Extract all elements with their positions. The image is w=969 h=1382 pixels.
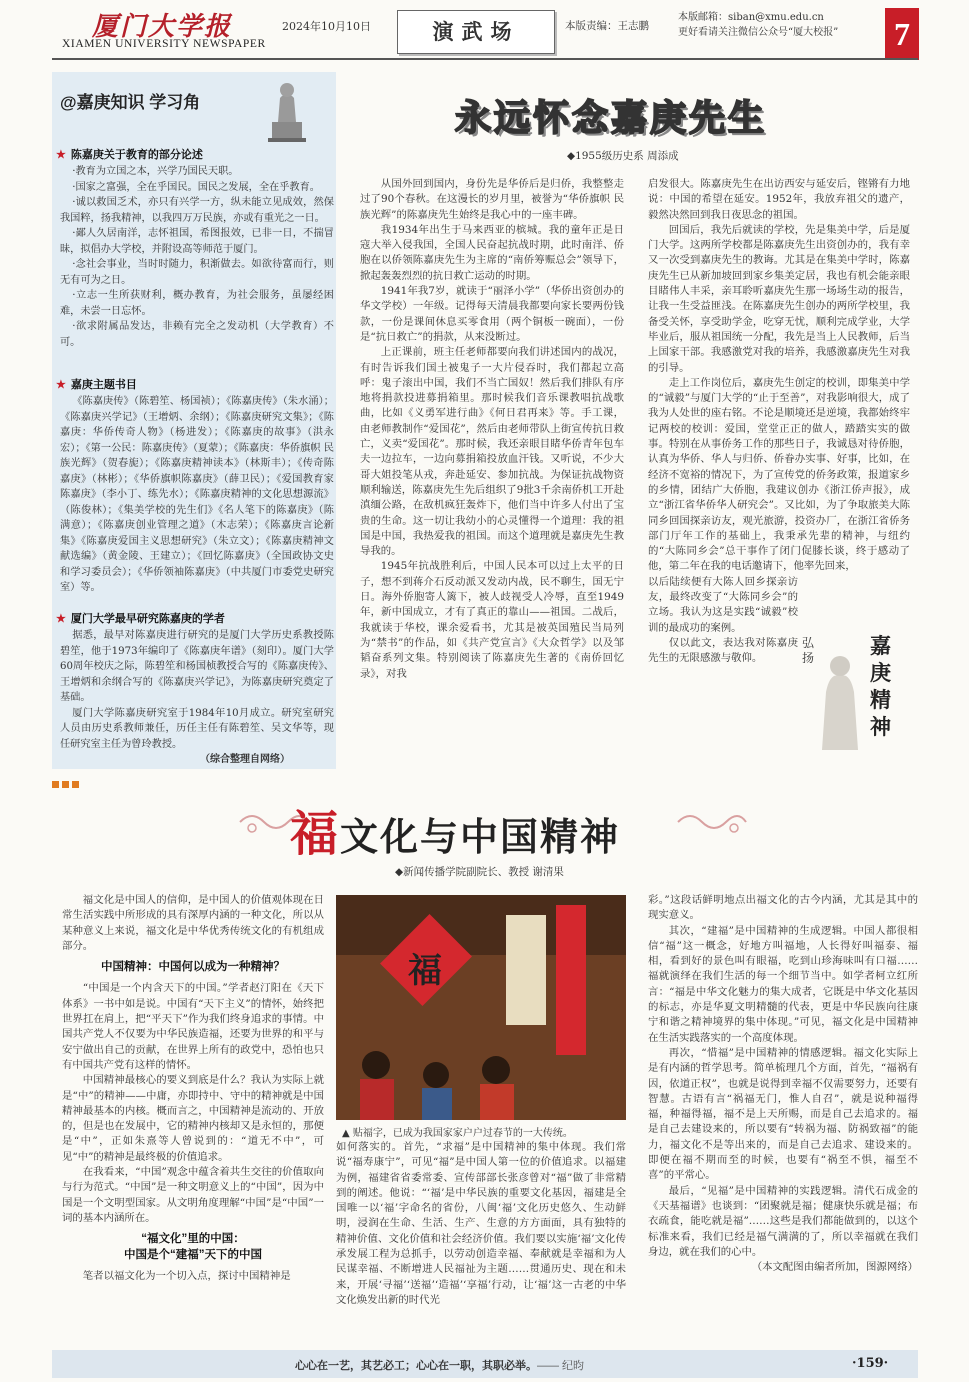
a1-para: 上正课前，班主任老师都要向我们讲述国内的战况，有时告诉我们国土被鬼子一大片侵吞时，我们都起立高呼：鬼子滚出中国，我们不当亡国奴！然后我们排队有序地将捐款投进募捐箱里。那时候我们音乐课教唱抗战歌曲，比如《义勇军进行曲》《何日君再来》等。手工课，由老师教制作“爱国花”，然后由老师带队上街宣传抗日救亡，义卖“爱国花”。那时候，我还亲眼目睹华侨青年包车夫一边拉车，一边向募捐箱投放血汗钱。又听说，不少大哥大姐投笔从戎，奔赴延安、参加抗战。为保证抗战物资顺利输送，陈嘉庚先生先后组织了9批3千余南侨机工开赴滇缅公路，在敌机疯狂轰炸下，他们当中许多人付出了宝贵的生命。这一切让我幼小的心灵懂得一个道理：我的祖国是中国，我热爱我的祖国。而这个道理就是嘉庚先生教导我的。 [360, 346, 624, 558]
spring-festival-photo [336, 895, 626, 1120]
photo-caption: ▲ 贴福字，已成为我国家家户户过春节的一大传统。 [342, 1128, 573, 1139]
sec3-para-1: 据悉，最早对陈嘉庚进行研究的是厦门大学历史系教授陈碧笙，他于1973年编印了《陈嘉庚年谱》（刻印）。厦门大学60周年校庆之际，陈碧笙和杨国桢教授合写的《陈嘉庚传》、王增炳和余纲合写的《陈嘉庚兴学记》，为陈嘉庚研究奠定了基础。 [60, 630, 334, 703]
footer-quote [295, 1357, 584, 1373]
a2-para: 其次，“建福”是中国精神的生成逻辑。中国人都很相信“福”这一概念，好地方叫福地，人长得好叫福泰、福相，看到好的景色叫有眼福，吃到山珍海味叫有口福……福就演绎在我们生活的每一个细节当中。如学者柯立红所言：“福是中华文化魅力的集大成者，它既是中华文化基因的标志，亦是华夏文明精髓的代表，更是中华民族向往康宁和谐之精神境界的集中体现。”可见，福文化是中国精神在生活实践落实的一个高度体现。 [648, 924, 918, 1044]
article1-byline: ◆1955级历史系 周添成 [567, 150, 679, 162]
page-number: 7 [885, 8, 919, 60]
quote-6: ·立志一生所获财利，概办教育，为社会服务，虽屡经困难，未尝一日忘怀。 [60, 290, 334, 317]
spirit-label: 弘扬 [802, 636, 815, 665]
article2-title [290, 795, 620, 864]
knowledge-title: @嘉庚知识 学习角 [60, 93, 201, 112]
a1-para: 回国后，我先后就读的学校，先是集美中学，后是厦门大学。这两所学校都是陈嘉庚先生出资创办的，我有幸又一次受到嘉庚先生的教诲。尤其是在集美中学时，陈嘉庚先生已从新加坡回到家乡集美定居，我也有机会能亲眼目睹伟人丰采，亲耳聆听嘉庚先生那一场场生动的报告，让我一生受益匪浅。在陈嘉庚先生创办的两所学校里，我备受关怀，享受助学金，吃穿无忧，顺利完成学业，大学毕业后，服从祖国统一分配，我先是当上人民教师，后当上国家干部。我感激党对我的培养，我感激嘉庚先生对我的引导。 [648, 223, 910, 374]
article2-column-2 [336, 1140, 626, 1308]
editor-credit: 本版责编：王志鹏 [565, 20, 649, 32]
cloud-ornament-icon [676, 808, 748, 836]
sec3-para-2: 厦门大学陈嘉庚研究室于1984年10月成立。研究室研究人员由历史系教师兼任，历任主任有陈碧笙、吴文华等，现任研究室主任为曾玲教授。 [60, 707, 334, 750]
quote-7: ·欲求附属品发达，非赖有完全之发动机（大学教育）不可。 [60, 321, 334, 348]
section-divider [52, 778, 82, 791]
a2-para: 笔者以福文化为一个切入点，探讨中国精神是 [82, 1269, 291, 1282]
sec2-heading [56, 376, 137, 392]
statue-silhouette-icon [800, 632, 912, 750]
star-icon: ★ [56, 149, 66, 161]
a2-intro: 福文化是中国人的信仰，是中国人的价值观体现在日常生活实践中所形成的具有深厚内涵的一种文化，所以从某种意义上来说，福文化是中华优秀传统文化的有机组成部分。 [62, 894, 324, 952]
a2-para: 中国精神最核心的要义到底是什么？我认为实际上就是“中”的精神——中庸，亦即持中、守中的精神就是中国精神最基本的内核。概而言之，中国精神是流动的、开放的，但是也在发展中，它的精神内核却又是永恒的，那便是“中”，正如朱熹等人曾说到的：“道无不中”，可见“中”的精神是最终极的价值追求。 [62, 1074, 324, 1163]
sec1-body [60, 164, 334, 350]
booklist: 《陈嘉庚传》（陈碧笙、杨国祯）；《陈嘉庚传》（朱水涌）；《陈嘉庚兴学记》（王增炳、余纲）；《陈嘉庚研究文集》；《陈嘉庚：华侨传奇人物》（杨进发）；《陈嘉庚的故事》（洪永宏）；《第一公民：陈嘉庚传》（夏蒙）；《陈嘉庚：华侨旗帜 民族光辉》（贺春旎）；《陈嘉庚精神读本》（林斯丰）；《传奇陈嘉庚》（林彬）；《华侨旗帜陈嘉庚》（薛卫民）；《爱国教育家陈嘉庚》（李小丁、练先水）；《陈嘉庚精神的文化思想源流》（陈俊林）；《集美学校的先生们》《名人笔下的陈嘉庚》（陈满意）；《陈嘉庚创业管理之道》（木志荣）；《陈嘉庚言论新集》《陈嘉庚爱国主义思想研究》（朱立文）；《陈嘉庚精神文献选编》（黄金陵、王建立）；《回忆陈嘉庚》（全国政协文史和学习委员会）；《华侨领袖陈嘉庚》（中共厦门市委党史研究室）等。 [60, 396, 334, 593]
article1-column-2 [648, 177, 910, 667]
a1-para: 1941年我7岁，就读于“丽泽小学”（华侨出资创办的华文学校）一年级。记得每天清晨我都要向家长要两份钱款，一份是课间休息买零食用（两个铜板一碗面），一份是“抗日救亡”的捐款，从来没断过。 [360, 285, 624, 343]
a2-para: 在我看来，“中国”观念中蕴含着共生交往的价值取向与行为范式。“中国”是一种文明意义上的“中国”，因为中国是一个文明型国家。从文明角度理解“中国”是“中国”一词的基本内涵所在。 [62, 1166, 324, 1224]
a2-subhead-3: 中国是个“建福”天下的中国 [124, 1248, 262, 1261]
a1-para: 以后陆续便有大陈人回乡探亲访友，最终改变了“大陈同乡会”的立场。我认为这是实践“诚毅”校训的最成功的案例。 [648, 575, 798, 634]
a1-para: 我1934年出生于马来西亚的槟城。我的童年正是日寇大举入侵我国，全国人民奋起抗战时期，此时南洋、侨胞在以侨领陈嘉庚先生为主席的“南侨筹赈总会”领导下，掀起轰轰烈烈的抗日救亡运动的时期。 [360, 223, 624, 282]
sec3-body [60, 628, 334, 752]
photo-fu-char: 福 [408, 951, 442, 991]
article2-column-1 [62, 893, 324, 1284]
sec3-title: 厦门大学最早研究陈嘉庚的学者 [70, 613, 225, 625]
a2-para: 彩。”这段话鲜明地点出福文化的古今内涵，尤其是其中的现实意义。 [648, 894, 918, 922]
contact-info [678, 10, 838, 40]
a1-para: 仅以此文，表达我对陈嘉庚先生的无限感激与敬仰。 [648, 636, 798, 665]
a2-para: 如何落实的。首先，“求福”是中国精神的集中体现。我们常说“福寿康宁”，可见“福”是中国人第一位的价值追求。以福建为例，福建省省委常委、宣传部部长张彦曾对“福”做了非常精到的阐述。他说：“‘福’是中华民族的重要文化基因，福建是全国唯一以‘福’字命名的省份，八闽‘福’文化历史悠久、生动鲜明，浸润在生命、生活、生产、生意的方方面面，具有独特的精神价值、文化价值和社会经济价值。我们要以实施‘福’文化传承发展工程为总抓手，以劳动创造幸福、奉献就是幸福和为人民谋幸福、不断增进人民福祉为主题……贯通历史、现在和未来，开展‘寻福’‘送福’‘造福’‘享福’行动，让‘福’这一古老的中华文化焕发出新的时代光 [336, 1141, 626, 1306]
star-icon: ★ [56, 379, 66, 391]
photo-illustration [336, 895, 626, 1120]
spirit-badge [800, 632, 912, 750]
masthead-english: XIAMEN UNIVERSITY NEWSPAPER [62, 38, 266, 50]
a2-para: 最后，“见福”是中国精神的实践逻辑。清代石成金的《天基福谱》也谈到：“团聚就是福；健康快乐就是福；布衣疏食，能吃就是福”……这些是我们都能做到的，以这个标准来看，我们已经是福气满满的了，所以幸福就在我们身边，就在我们的心中。 [648, 1184, 918, 1258]
a2-subhead-2: “福文化”里的中国： [141, 1233, 245, 1246]
a1-para: 从国外回到国内，身份先是华侨后是归侨，我整整走过了90个春秋。在这漫长的岁月里，被誉为“华侨旗帜 民族光辉”的陈嘉庚先生始终是我心中的一座丰碑。 [360, 178, 624, 221]
source-note: （综合整理自网络） [200, 754, 290, 765]
sec1-heading [56, 146, 203, 162]
quote-1: ·教育为立国之本，兴学乃国民天职。 [72, 166, 239, 177]
article2-column-3 [648, 893, 918, 1275]
quote-4: ·鄙人久居南洋，志怀祖国，希图报效，已非一日，不揣冒昧，拟倡办大学校，并附设高等师范于厦门。 [60, 228, 334, 255]
footer-page-number: ·159· [852, 1356, 889, 1371]
quote-author: —— 纪昀 [537, 1360, 585, 1372]
quote-text: 心心在一艺，其艺必工；心心在一职，其职必举。 [295, 1360, 537, 1372]
star-icon: ★ [56, 613, 66, 625]
article1-column-1 [360, 177, 624, 682]
header-rule [52, 58, 918, 60]
a2-note: （本文配图由编者所加，图源网络） [751, 1261, 918, 1274]
title-fu: 福 [290, 808, 341, 861]
article2-byline: ◆新闻传播学院副院长、教授 谢清果 [395, 866, 564, 878]
section-title: 演武场 [397, 10, 555, 54]
a2-para: 再次，“惜福”是中国精神的情感逻辑。福文化实际上是有内涵的哲学思考。简单梳理几个方面，首先，“福祸有因，依道正权”，也就是说得到幸福不仅需要努力，还要有智慧。古语有言“祸福无门，惟人自召”，就是说种福得福，种福得福，福不是上天所赐，而是自己去追求的。福是自己去建设来的，所以要有“转祸为福、防祸致福”的能力，福文化不是等出来的，而是自己去追求、建设来的。即便在福不期而至的时候，也要有“祸至不惧，福至不喜”的平常心。 [648, 1046, 918, 1182]
sec1-title: 陈嘉庚关于教育的部分论述 [70, 149, 203, 161]
spirit-text: 嘉庚精神 [870, 633, 891, 739]
sec3-heading [56, 610, 225, 626]
sec2-title: 嘉庚主题书目 [70, 379, 137, 391]
wechat-notice: 更好看请关注微信公众号“厦大校报” [678, 27, 839, 38]
sec2-body [60, 394, 334, 596]
quote-3: ·诚以救国乏术，亦只有兴学一方，纵未能立见成效，然保我国粹，扬我精神，以我四万万民族，亦或有重光之一日。 [60, 197, 334, 224]
a1-para: 走上工作岗位后，嘉庚先生创定的校训，即集美中学的“诚毅”与厦门大学的“止于至善”，对我影响很大，成了我为人处世的座右铭。不论是顺境还是逆境，我都始终牢记两校的校训：爱国，堂堂正正的做人，踏踏实实的做事。特别在从事侨务工作的那些日子，我诚恳对待侨胞，认真为华侨、华人与归侨、侨眷办实事、好事，比如，在经济不宽裕的情况下，为了宣传党的侨务政策，报道家乡的乡情，团结广大侨胞，我建议创办《浙江侨声报》，成立“浙江省华侨华人研究会”。又比如，为了争取旅美大陈同乡回国探亲访友，观光旅游，投资办厂，在浙江省侨务部门厅年工作的基础上，我秉承先辈的精神，与纽约的“大陈同乡会”总干事作了闭门促膝长谈，终于感动了他，第二年在我的电话邀请下，他率先回来， [648, 376, 910, 573]
a2-para: “中国是一个内含天下的中国。”学者赵汀阳在《天下体系》一书中如是说。中国有“天下主义”的情怀，始终把世界扛在肩上，把“平天下”作为我们终身追求的事情。中国共产党人不仅要为中华民族造福，还要为世界的和平与安宁做出自己的贡献，在世界上所有的政党中，恐怕也只有中国共产党有这样的情怀。 [62, 982, 324, 1071]
masthead-logo: 厦门大学报 [92, 12, 233, 42]
contact-email: 本版邮箱：siban@xmu.edu.cn [678, 12, 824, 23]
quote-5: ·念社会事业，当时时随力，积渐做去。如欲待富而行，则无有可为之日。 [60, 259, 334, 286]
statue-icon [262, 76, 312, 142]
a2-subhead-1: 中国精神：中国何以成为一种精神？ [101, 961, 285, 974]
a1-para: 1945年抗战胜利后，中国人民本可以过上太平的日子，想不到蒋介石反动派又发动内战，民不聊生，国无宁日。海外侨胞寄人篱下，被人歧视受人冷辱，直至1949年，新中国成立，才有了真正的靠山——祖国。二战后，我就读于华校，课余爱看书，尤其是被英国殖民当局列为“禁书”的作品，如《共产党宣言》《大众哲学》以及邹韬奋系列文集。特别阅读了陈嘉庚先生著的《南侨回忆录》，对我 [360, 560, 624, 680]
issue-date: 2024年10月10日 [282, 20, 371, 33]
quote-2: ·国家之富强，全在乎国民。国民之发展，全在乎教育。 [72, 181, 320, 193]
title-rest: 文化与中国精神 [340, 817, 621, 859]
article1-title: 永远怀念嘉庚先生 [455, 97, 768, 138]
a1-para: 启发很大。陈嘉庚先生在出访西安与延安后，铿锵有力地说：中国的希望在延安。1952年，我放弃祖父的遗产，毅然决然回到我日夜思念的祖国。 [648, 178, 910, 221]
